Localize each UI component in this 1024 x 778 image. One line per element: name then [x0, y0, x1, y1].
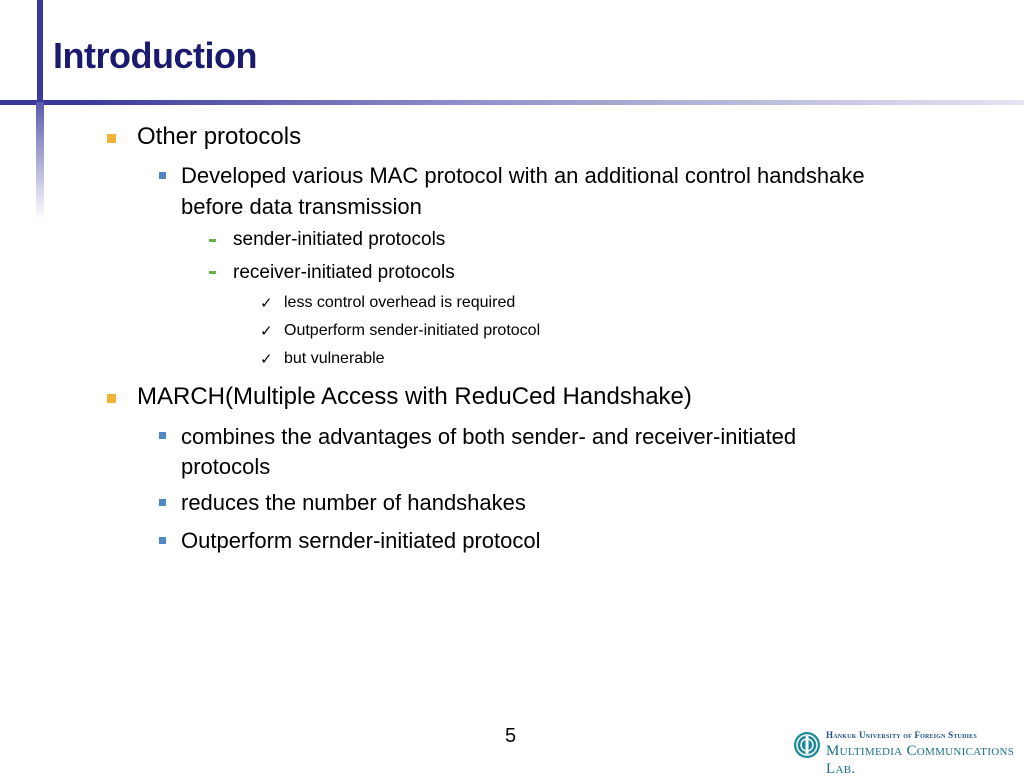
checkmark-icon: ✓: [260, 322, 273, 340]
section-heading-other-protocols: Other protocols: [137, 123, 302, 150]
bullet-square-icon: [159, 499, 166, 506]
sub-bullet-text-line2: protocols: [181, 454, 271, 479]
bullet-square-icon: [107, 394, 116, 403]
logo-lab-name: Multimedia Communications Lab.: [826, 743, 1015, 777]
slide-title: Introduction: [53, 35, 257, 76]
bullet-square-icon: [159, 172, 166, 179]
sub-bullet-text-line1: combines the advantages of both sender- and receiver-initiated: [181, 424, 797, 449]
level4-item: Outperform sender-initiated protocol: [284, 322, 541, 339]
bullet-square-icon: [159, 432, 166, 439]
title-horizontal-bar: [0, 100, 1024, 105]
level4-item: less control overhead is required: [284, 294, 516, 311]
sub-bullet-text: reduces the number of handshakes: [181, 490, 526, 515]
title-vertical-bar: [37, 0, 43, 100]
left-accent-bar: [36, 102, 44, 220]
level3-item: sender-initiated protocols: [233, 229, 446, 250]
bullet-square-icon: [107, 134, 116, 143]
level4-item: but vulnerable: [284, 350, 385, 367]
bullet-dash-icon: [209, 239, 216, 242]
page-number: 5: [505, 725, 517, 747]
bullet-square-icon: [159, 537, 166, 544]
sub-bullet-text-line2: before data transmission: [181, 194, 422, 219]
level3-item: receiver-initiated protocols: [233, 262, 455, 283]
logo-university-name: Hankuk University of Foreign Studies: [826, 730, 977, 740]
checkmark-icon: ✓: [260, 294, 273, 312]
section-heading-march: MARCH(Multiple Access with ReduCed Handshake): [137, 383, 692, 410]
sub-bullet-text-line1: Developed various MAC protocol with an additional control handshake: [181, 163, 865, 188]
bullet-dash-icon: [209, 271, 216, 274]
sub-bullet-text: Outperform sernder-initiated protocol: [181, 528, 541, 553]
university-logo-icon: [793, 731, 821, 759]
checkmark-icon: ✓: [260, 350, 273, 368]
